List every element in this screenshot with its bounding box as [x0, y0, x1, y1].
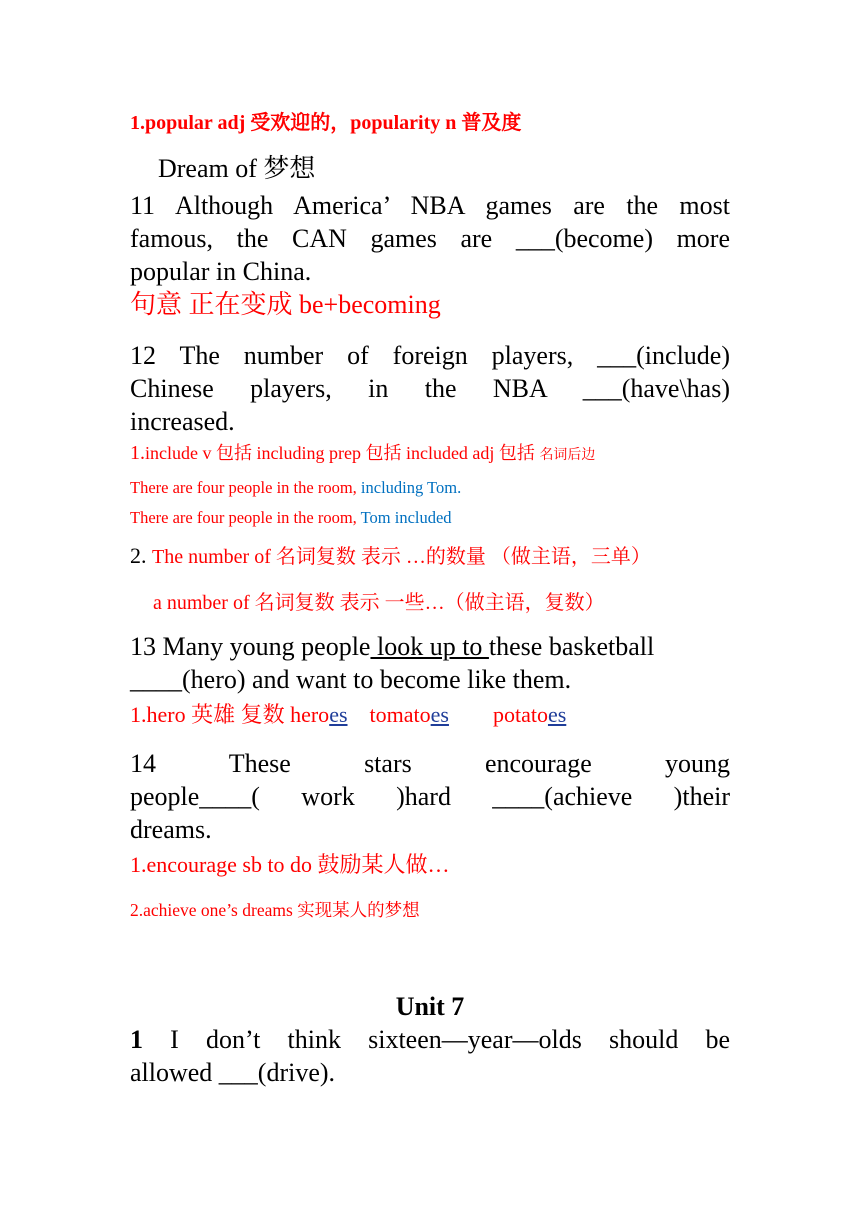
q11-line-1: 11 Although America’ NBA games are the most — [130, 191, 730, 220]
q12-line-1: 12 The number of foreign players, ___(include) — [130, 341, 730, 370]
q14-line-2: people____( work )hard ____(achieve )their — [130, 782, 730, 811]
look-up-to-underlined: look up to — [370, 632, 489, 661]
q13-line-1: 13 Many young people look up to these basketball — [130, 632, 655, 661]
q12-line-3: increased. — [130, 407, 235, 436]
q12-note-2: 2. The number of 名词复数 表示 …的数量 （做主语，三单） — [130, 543, 651, 568]
heading-dream-of: Dream of 梦想 — [158, 154, 316, 183]
unit-7-title: Unit 7 — [395, 992, 465, 1021]
q13-line-2: ____(hero) and want to become like them. — [130, 665, 572, 694]
q14-line-1: 14 These stars encourage young — [130, 749, 730, 778]
q12-example-1: There are four people in the room, including Tom. — [130, 478, 462, 497]
q13-note: 1.hero 英雄 复数 heroes tomatoes potatoes — [130, 702, 567, 727]
q11-line-3: popular in China. — [130, 257, 312, 286]
q14-note-2: 2.achieve one’s dreams 实现某人的梦想 — [130, 900, 420, 920]
q11-line-2: famous, the CAN games are ___(become) more — [130, 224, 730, 253]
unit7-q1-line-2: allowed ___(drive). — [130, 1058, 336, 1087]
q12-line-2: Chinese players, in the NBA ___(have\has) — [130, 374, 730, 403]
unit7-q1-line-1: 1 I don’t think sixteen—year—olds should be — [130, 1025, 730, 1054]
q14-note-1: 1.encourage sb to do 鼓励某人做… — [130, 852, 450, 877]
q12-note-1: 1.include v 包括 including prep 包括 included adj 包括 名词后边 — [130, 442, 596, 464]
note-popular: 1.popular adj 受欢迎的，popularity n 普及度 — [130, 112, 522, 134]
q11-note: 句意 正在变成 be+becoming — [130, 290, 441, 319]
q12-example-2: There are four people in the room, Tom included — [130, 508, 452, 527]
q14-line-3: dreams. — [130, 815, 212, 844]
q12-note-3: a number of 名词复数 表示 一些…（做主语，复数） — [153, 592, 605, 614]
